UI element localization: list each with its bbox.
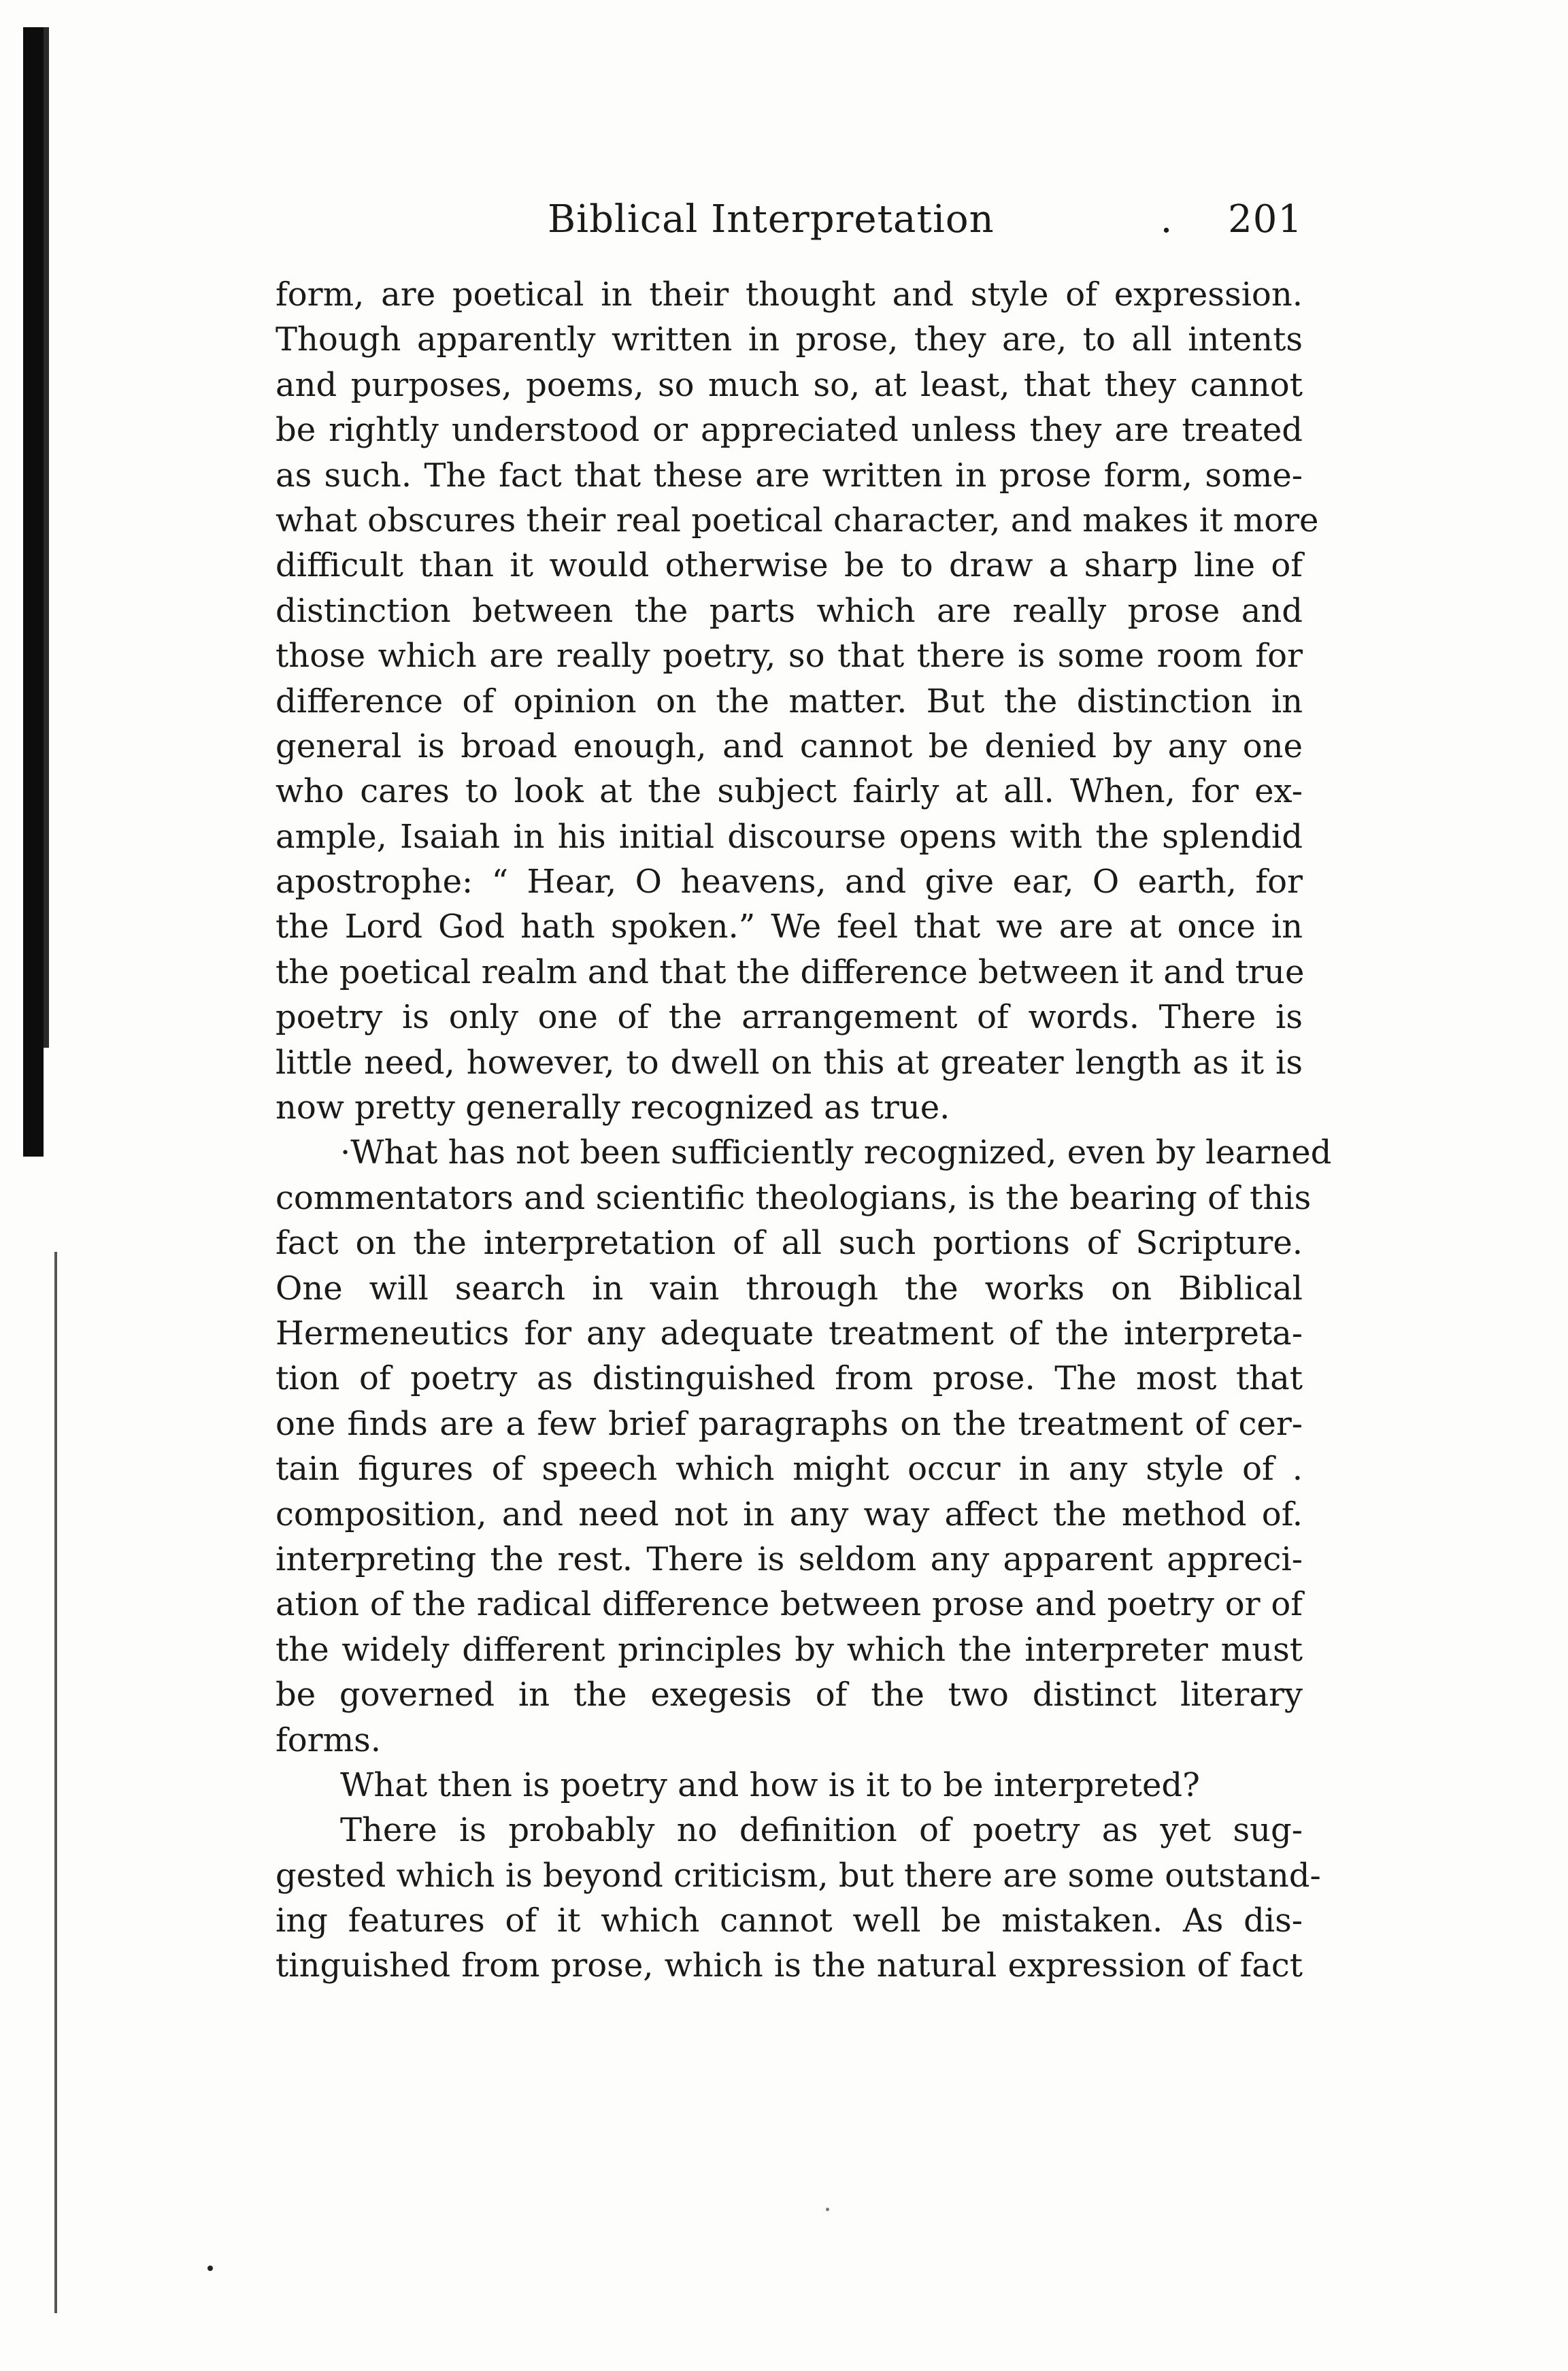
text-line: commentators and scientific theologians, is the bearing of this [276,1178,1312,1217]
text-line: what obscures their real poetical character, and makes it more [276,501,1319,540]
text-line: ample, Isaiah in his initial discourse opens with the splendid [276,817,1303,856]
text-line: be governed in the exegesis of the two distinct literary [276,1676,1303,1714]
text-line: gested which is beyond criticism, but there are some outstand- [276,1856,1321,1895]
text-line: the poetical realm and that the difference between it and true [276,952,1305,991]
scan-speck [207,2266,213,2271]
text-line: general is broad enough, and cannot be denied by any one [276,727,1303,765]
text-line: and purposes, poems, so much so, at least, that they cannot [276,365,1303,404]
text-line: difficult than it would otherwise be to draw a sharp line of [276,546,1303,585]
text-line: apostrophe: “ Hear, O heavens, and give ear, O earth, for [276,863,1303,901]
text-line: distinction between the parts which are really prose and [276,591,1303,630]
body-text [276,272,1332,1989]
text-line: one finds are a few brief paragraphs on the treatment of cer- [276,1404,1303,1443]
scan-speck [826,2208,829,2211]
text-line: tinguished from prose, which is the natural expression of fact [276,1946,1303,1985]
text-line: forms. [276,1721,382,1759]
text-line: ing features of it which cannot well be mistaken. As dis- [276,1902,1303,1940]
text-line: be rightly understood or appreciated unless they are treated [276,411,1303,450]
text-line: fact on the interpretation of all such portions of Scripture. [276,1224,1303,1263]
text-line: the widely different principles by which the interpreter must [276,1630,1303,1669]
text-line: There is probably no definition of poetry as yet sug- [340,1811,1303,1850]
scan-binding-shadow [23,27,44,1157]
text-line: tion of poetry as distinguished from prose. The most that [276,1359,1303,1398]
text-line: the Lord God hath spoken.” We feel that we are at once in [276,908,1303,946]
text-line: What then is poetry and how is it to be interpreted? [340,1765,1200,1804]
text-line: Hermeneutics for any adequate treatment of the interpreta- [276,1314,1303,1353]
text-line: composition, and need not in any way affect the method of. [276,1495,1303,1533]
text-line: now pretty generally recognized as true. [276,1089,950,1127]
text-line: interpreting the rest. There is seldom any apparent appreci- [276,1540,1303,1578]
scan-margin-line [54,1252,57,2313]
header-dot: . [1160,197,1173,242]
text-line: those which are really poetry, so that there is some room for [276,637,1303,676]
text-line: as such. The fact that these are written in prose form, some- [276,456,1303,495]
text-line: ·What has not been sufficiently recognized, even by learned [340,1133,1332,1172]
text-line: difference of opinion on the matter. But the distinction in [276,682,1303,720]
scan-binding-shadow-edge [44,27,49,1048]
text-line: ation of the radical difference between prose and poetry or of [276,1585,1303,1624]
text-line: little need, however, to dwell on this at greater length as it is [276,1043,1303,1082]
text-line: tain figures of speech which might occur in any style of . [276,1450,1303,1489]
text-line: form, are poetical in their thought and style of expression. [276,276,1303,314]
text-line: Though apparently written in prose, they are, to all intents [276,320,1303,359]
text-line: One will search in vain through the works on Biblical [276,1269,1303,1308]
running-header [548,197,1303,252]
page-number: 201 [1228,197,1303,242]
running-title: Biblical Interpretation [548,197,995,242]
text-line: poetry is only one of the arrangement of words. There is [276,998,1303,1037]
text-line: who cares to look at the subject fairly at all. When, for ex- [276,772,1303,811]
